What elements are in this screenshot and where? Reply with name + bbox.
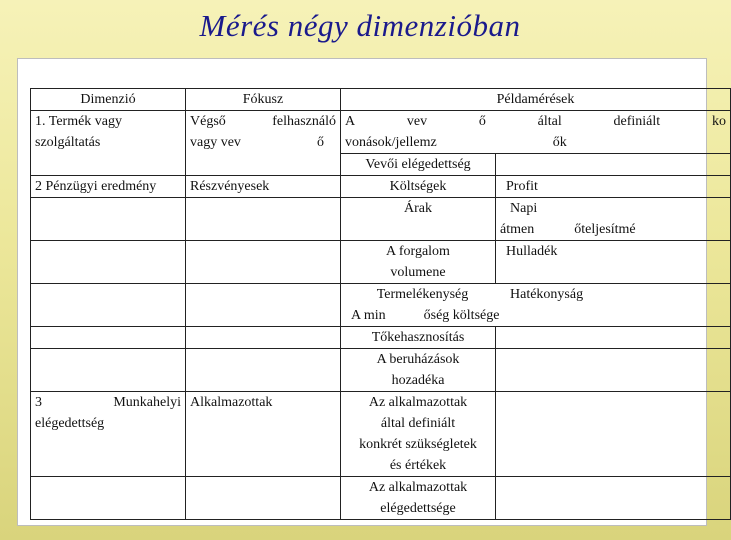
cell-example (496, 198, 731, 241)
table-row (31, 284, 731, 327)
cell-empty (186, 241, 341, 284)
table-row (31, 198, 731, 241)
cell-empty (186, 349, 341, 392)
cell-example-pair (341, 284, 731, 327)
cell-empty (186, 477, 341, 520)
cell-line: vonások/jellemz ők (345, 135, 567, 150)
cell-empty (31, 327, 186, 349)
cell-text: Az alkalmazottak (368, 480, 468, 495)
cell-example (341, 349, 496, 392)
cell-dimension-3 (31, 392, 186, 477)
cell-empty (496, 349, 731, 392)
cell-empty (496, 392, 731, 477)
cell-focus-2: Részvényesek (186, 176, 341, 198)
cell-line: átmen őteljesítmé (500, 222, 636, 237)
cell-example (341, 392, 496, 477)
cell-empty (31, 198, 186, 241)
cell-line: Végső felhasználó (190, 114, 336, 129)
cell-line: Termelékenység Hatékonyság (376, 287, 584, 302)
cell-empty (186, 327, 341, 349)
cell-text: A beruházások (376, 352, 460, 367)
cell-example (341, 241, 496, 284)
cell-example: Profit (496, 176, 731, 198)
table-row (31, 392, 731, 477)
cell-empty (31, 349, 186, 392)
cell-example: Árak (341, 198, 496, 241)
table-row (31, 241, 731, 284)
cell-focus-3: Alkalmazottak (186, 392, 341, 477)
cell-example (341, 477, 496, 520)
cell-text: Napi (510, 201, 538, 216)
cell-dimension-2: 2 Pénzügyi eredmény (31, 176, 186, 198)
table-row (31, 477, 731, 520)
document-page (17, 58, 726, 526)
cell-text: és értékek (389, 458, 447, 473)
cell-empty (31, 477, 186, 520)
cell-line: vagy vev ő (190, 135, 324, 150)
cell-line: 3 Munkahelyi (35, 395, 181, 410)
cell-empty (186, 284, 341, 327)
table-header-row (31, 89, 731, 111)
header-focus: Fókusz (186, 89, 341, 111)
cell-empty (496, 477, 731, 520)
cell-examples-1b: Vevői elégedettség (341, 154, 496, 176)
cell-text: volumene (390, 265, 446, 280)
cell-empty (496, 327, 731, 349)
table-row (31, 111, 731, 154)
cell-text: elégedettsége (380, 501, 456, 516)
table-row (31, 327, 731, 349)
table-row (31, 176, 731, 198)
measures-table (30, 88, 731, 520)
header-examples: Példamérések (341, 89, 731, 111)
cell-empty (186, 198, 341, 241)
cell-example: Tőkehasznosítás (341, 327, 496, 349)
cell-text: hozadéka (391, 373, 445, 388)
cell-text: A forgalom (386, 244, 450, 259)
cell-text: Az alkalmazottak (368, 395, 468, 410)
cell-line: A min őség költsége (351, 308, 500, 323)
cell-text: elégedettség (35, 416, 105, 431)
table-row (31, 349, 731, 392)
cell-focus-1 (186, 111, 341, 176)
cell-empty (496, 154, 731, 176)
cell-text: 1. Termék vagy (35, 114, 123, 129)
cell-text: által definiált (380, 416, 456, 431)
slide-title: Mérés négy dimenzióban (199, 8, 521, 43)
header-dimension: Dimenzió (31, 89, 186, 111)
cell-example: Hulladék (496, 241, 731, 284)
cell-text: szolgáltatás (35, 135, 101, 150)
cell-examples-1 (341, 111, 731, 154)
cell-example: Költségek (341, 176, 496, 198)
cell-text: konkrét szükségletek (359, 437, 477, 452)
cell-dimension-1 (31, 111, 186, 176)
cell-empty (31, 241, 186, 284)
cell-line: A vev ő által definiált ko (345, 114, 726, 129)
cell-empty (31, 284, 186, 327)
